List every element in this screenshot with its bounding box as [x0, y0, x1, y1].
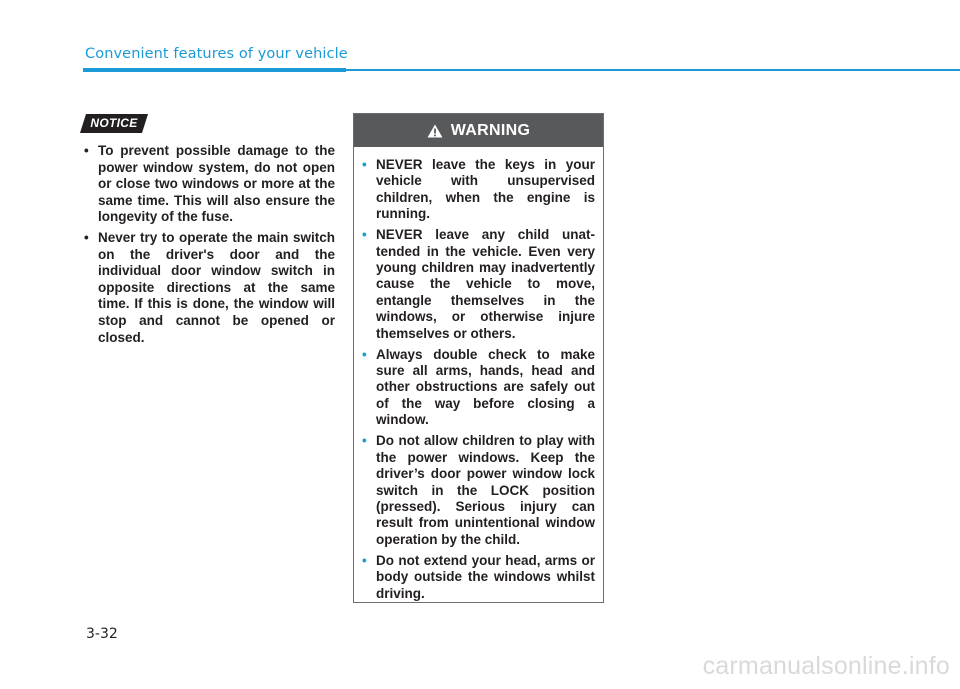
bullet-dot: •: [362, 346, 367, 362]
notice-list: [84, 143, 335, 350]
warning-item: [362, 157, 595, 223]
notice-badge-label: NOTICE: [90, 116, 138, 130]
warning-item: [362, 347, 595, 429]
notice-item: [84, 230, 335, 346]
warning-item-text: Always double check to make sure all arms, hands, head and other obstructions are safely out of the way before closing a window.: [376, 346, 595, 428]
warning-item-text: NEVER leave any child unattended in the vehicle. Even very young children may inadvertently cause the vehicle to move, entangle themselves in the windows, or otherwise injure themselves or others.: [376, 227, 595, 341]
warning-item-text: Do not allow children to play with the power windows. Keep the driver’s door power window lock switch in the LOCK position (pressed). Serious injury can result from unintentional window operation by the child.: [376, 433, 595, 547]
section-title: Convenient features of your vehicle: [85, 46, 348, 62]
bullet-dot: •: [362, 227, 367, 243]
warning-item: [362, 433, 595, 548]
warning-item: [362, 553, 595, 602]
bullet-dot: •: [362, 157, 367, 172]
warning-item-text: Do not extend your head, arms or body outside the windows whilst driving.: [376, 552, 595, 601]
bullet-dot: •: [84, 143, 89, 158]
warning-item-text: NEVER leave the keys in your vehicle with unsupervised children, when the engine is running.: [376, 157, 595, 222]
notice-item-text: To prevent possible damage to the power window system, do not open or close two windows or more at the same time. This will also ensure the longevity of the fuse.: [98, 143, 335, 225]
warning-item: [362, 227, 595, 342]
warning-triangle-icon: [427, 124, 443, 138]
notice-item-text: Never try to operate the main switch on the driver's door and the individual door window switch in opposite directions at the same time. If this is done, the window will stop and cannot be opened or closed.: [98, 229, 335, 345]
notice-item: [84, 143, 335, 226]
warning-header: [354, 114, 603, 147]
title-underline-rule: [346, 69, 960, 71]
watermark: carmanualsonline.info: [702, 652, 950, 680]
bullet-dot: •: [362, 552, 367, 568]
page-number: 3-32: [86, 626, 118, 642]
title-underline-accent: [83, 68, 346, 72]
bullet-dot: •: [362, 433, 367, 449]
warning-list: [354, 147, 603, 602]
warning-box: [353, 113, 604, 603]
bullet-dot: •: [84, 229, 89, 245]
warning-header-label: WARNING: [450, 121, 531, 139]
